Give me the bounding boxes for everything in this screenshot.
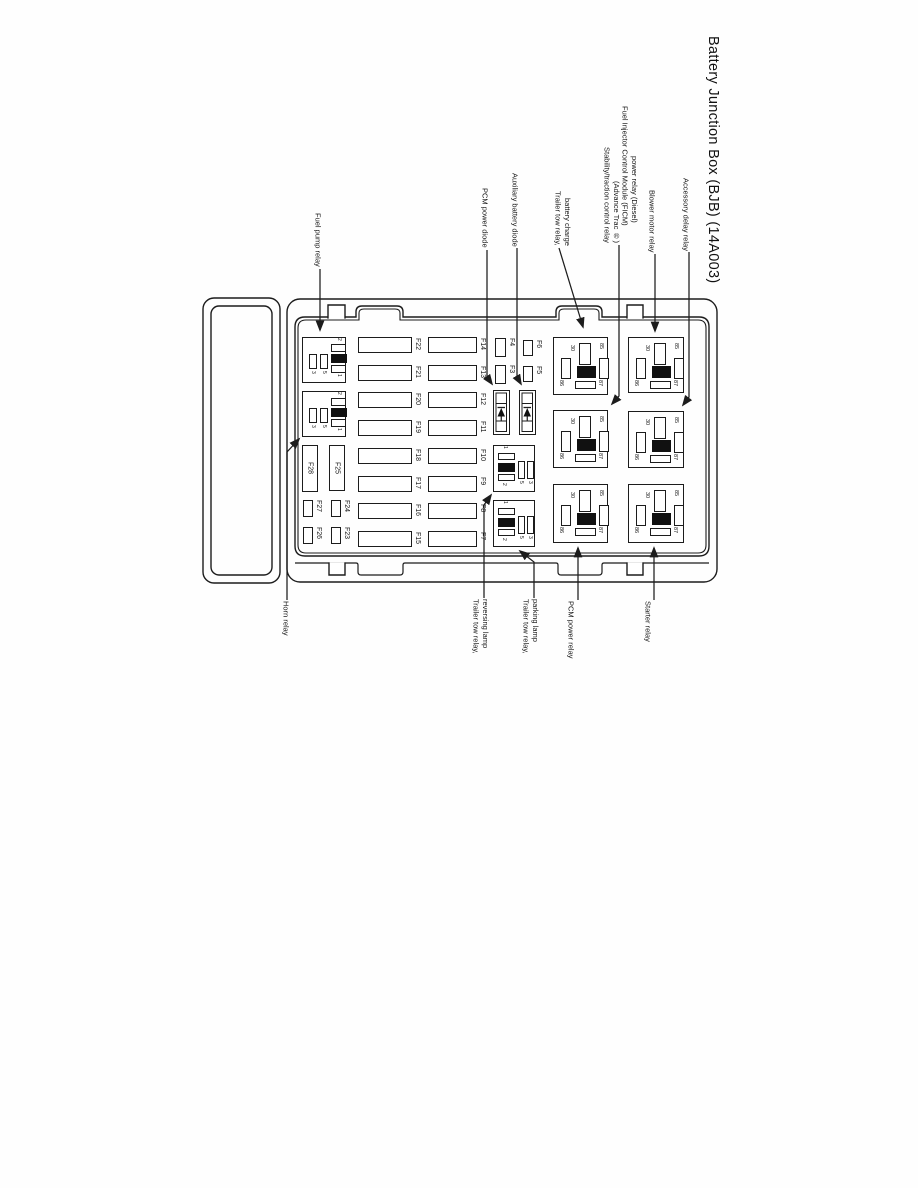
callout-auxiliary-battery-diode-line-1: Auxiliary battery diode [510,173,520,247]
relay-r3-pin-30-label: 30 [569,418,575,425]
relay-r2-pin-87-label: 87 [672,380,678,387]
callout-trailer-tow-relay-battery-charge-line-1: Trailer tow relay, [553,191,563,246]
callout-trailer-tow-relay-battery-charge-line-2: battery charge [563,198,572,246]
relay-r6-pin-85-label: 85 [673,490,679,497]
relay-r1-pin-87-label: 87 [597,380,603,387]
module-b-pin-2-label: 2 [336,392,342,395]
callout-fuel-injector-control-module-power-relay-line-2: power relay (Diesel) [630,156,639,223]
fuse-f8-label: F8 [479,504,486,513]
callout-starter-relay-line-1: Starter relay [643,601,653,642]
page-title: Battery Junction Box (BJB) (14A003) [705,36,721,284]
fuse-f5-label: F5 [535,366,542,375]
fuse-f6-label: F6 [535,340,542,349]
fuse-f17-label: F17 [414,476,421,489]
fuse-f10-label: F10 [479,448,486,461]
relay-r4-pin-86-label: 86 [633,454,639,461]
fuse-f19-label: F19 [414,421,421,434]
fuse-f24-label: F24 [343,500,350,513]
relay-r3-pin-86-label: 86 [558,453,564,460]
relay-r5-pin-86-label: 86 [558,527,564,534]
relay-r3-pin-87-label: 87 [597,453,603,460]
module-c-pin-1-label: 1 [502,446,508,449]
fuse-f13-label: F13 [479,365,486,378]
module-a-pin-2-label: 2 [336,338,342,341]
fuse-f18-label: F18 [414,448,421,461]
leader-horn-relay [287,439,299,600]
callout-fuel-injector-control-module-power-relay-line-1: Fuel Injector Control Module (FICM) [620,106,630,226]
callout-stability-traction-control-relay-line-1: Stability/traction control relay [602,147,612,243]
callout-trailer-tow-relay-reversing-lamp-line-2: reversing lamp [481,599,490,649]
relay-r4-pin-87-label: 87 [672,454,678,461]
relay-r6-pin-87-label: 87 [672,527,678,534]
relay-r2-pin-30-label: 30 [644,345,650,352]
fuse-f20-label: F20 [414,393,421,406]
fuse-f28-label: F28 [306,462,314,475]
callout-fuel-pump-relay-line-1: Fuel pump relay [313,213,323,267]
relay-r5-pin-85-label: 85 [598,490,604,497]
relay-r1-pin-30-label: 30 [569,345,575,352]
leader-stability-traction-control-relay [612,245,619,404]
fuse-f12-label: F12 [479,393,486,406]
relay-r2-pin-85-label: 85 [673,343,679,350]
fuse-f25-label: F25 [333,461,341,475]
leader-pcm-power-diode [487,250,492,384]
leader-trailer-tow-relay-reversing-lamp [484,495,491,598]
callout-trailer-tow-relay-parking-lamp-line-1: Trailer tow relay, [521,599,531,654]
callout-pcm-power-relay-line-1: PCM power relay [566,601,576,659]
callout-pcm-power-diode-line-1: PCM power diode [480,188,490,248]
callout-stability-traction-control-relay-line-2: (Advance Trac ®) [612,181,621,243]
relay-r1-pin-85-label: 85 [598,343,604,350]
fuse-f3-label: F3 [508,365,515,374]
module-a-pin-1-label: 1 [336,374,342,377]
module-a-pin-3-label: 3 [310,371,316,374]
module-d-pin-5-label: 5 [518,536,524,539]
callout-horn-relay-line-1: Horn relay [281,601,291,636]
fuse-f26-label: F26 [315,527,322,540]
fuse-f23-label: F23 [343,527,350,540]
module-b-pin-5-label: 5 [321,425,327,428]
fuse-f14-label: F14 [479,338,486,351]
relay-r1-pin-86-label: 86 [558,380,564,387]
module-d-pin-3-label: 3 [527,536,533,539]
fuse-f11-label: F11 [479,421,486,433]
module-d-pin-2-label: 2 [501,538,507,541]
relay-r5-pin-87-label: 87 [597,527,603,534]
leader-trailer-tow-relay-parking-lamp [520,551,534,598]
relay-r2-pin-86-label: 86 [633,380,639,387]
relay-r6-pin-30-label: 30 [644,492,650,499]
fuse-f27-label: F27 [315,500,322,513]
module-b-pin-3-label: 3 [310,425,316,428]
module-d-pin-1-label: 1 [502,501,508,504]
fuse-f9-label: F9 [479,476,486,485]
leader-auxiliary-battery-diode [517,248,521,384]
leader-accessory-delay-relay [683,252,689,405]
fuse-f7-label: F7 [479,531,486,541]
callout-trailer-tow-relay-parking-lamp-line-2: parking lamp [531,599,540,642]
module-a-pin-5-label: 5 [321,371,327,374]
fuse-f22-label: F22 [414,338,421,351]
callout-accessory-delay-relay-line-1: Accessory delay relay [681,178,691,251]
fuse-f15-label: F15 [414,531,421,544]
callout-blower-motor-relay-line-1: Blower motor relay [647,190,657,253]
relay-r4-pin-30-label: 30 [644,419,650,426]
fuse-f16-label: F16 [414,504,421,517]
fuse-f4-label: F4 [508,338,515,347]
module-c-pin-2-label: 2 [501,483,507,486]
relay-r6-pin-86-label: 86 [633,527,639,534]
leader-trailer-tow-relay-battery-charge [559,248,583,327]
relay-r4-pin-85-label: 85 [673,417,679,424]
module-b-pin-1-label: 1 [336,428,342,431]
module-c-pin-3-label: 3 [527,481,533,484]
module-c-pin-5-label: 5 [518,481,524,484]
relay-r5-pin-30-label: 30 [569,492,575,499]
fuse-f21-label: F21 [414,365,421,378]
relay-r3-pin-85-label: 85 [598,416,604,423]
callout-trailer-tow-relay-reversing-lamp-line-1: Trailer tow relay, [471,599,481,654]
